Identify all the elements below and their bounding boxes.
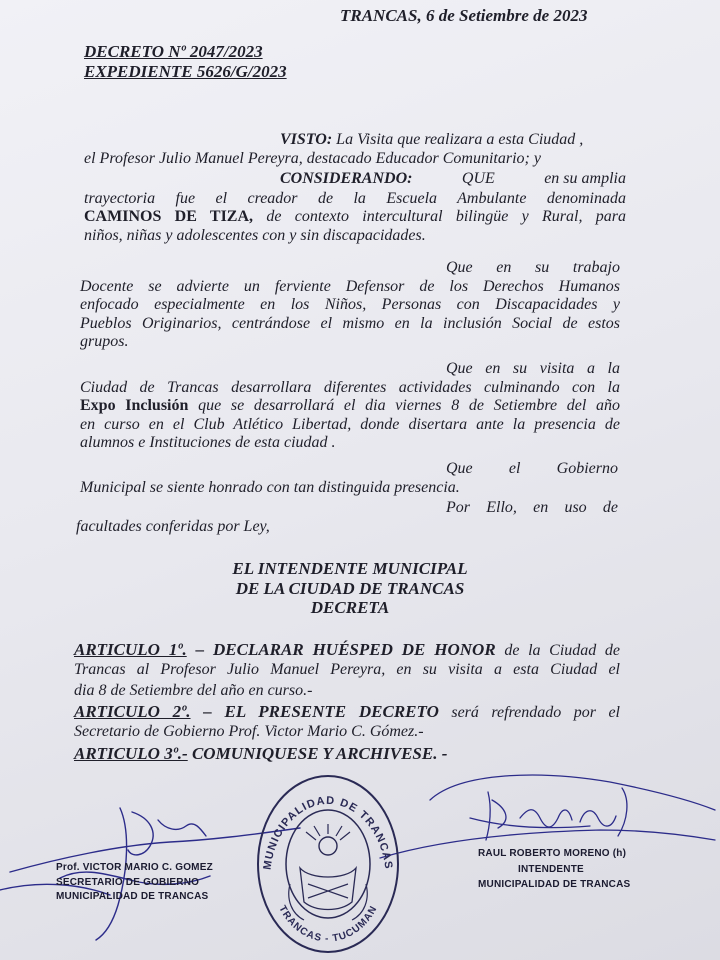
right-signatory-title: INTENDENTE: [518, 864, 584, 875]
article-1-text-3: dia 8 de Setiembre del año en curso.-: [74, 682, 313, 699]
expo-inclusion: Expo Inclusión: [80, 397, 189, 415]
article-1-text-2: Trancas al Profesor Julio Manuel Pereyra, en su visita a esta Ciudad el: [74, 661, 620, 678]
para4-lead: Que el Gobierno: [446, 460, 618, 477]
seal-top-text: MUNICIPALIDAD DE TRANCAS: [261, 794, 395, 871]
caminos-de-tiza: CAMINOS DE TIZA,: [84, 208, 254, 226]
para2-lead: Que en su trabajo: [446, 259, 620, 276]
para3-text-4: alumnos e Instituciones de esta ciudad .: [80, 434, 336, 452]
para3-text-1: Ciudad de Trancas desarrollara diferentes actividades culminando con la: [80, 379, 620, 396]
seal-bottom-text: TRANCAS - TUCUMAN: [276, 903, 380, 945]
considerando-que: QUE: [461, 170, 495, 187]
article-1-text-1: de la Ciudad de: [504, 642, 621, 659]
article-1-label: ARTICULO 1º.: [74, 640, 187, 659]
para3-lead: Que en su visita a la: [446, 360, 620, 377]
considerando-label: CONSIDERANDO:: [280, 170, 413, 187]
para2-text-2: enfocado especialmente en los Niños, Personas con Discapacidades y: [80, 296, 620, 314]
considerando-text-3: de contexto intercultural bilingüe y Rural, para: [266, 208, 627, 226]
article-2-text-1: será refrendado por el: [451, 704, 621, 721]
visto-text-1: La Visita que realizara a esta Ciudad ,: [336, 131, 584, 148]
para3-text-2: que se desarrollará el dia viernes 8 de Setiembre del año: [198, 397, 620, 415]
left-signatory-org: MUNICIPALIDAD DE TRANCAS: [56, 891, 209, 902]
right-signatory-name: RAUL ROBERTO MORENO (h): [478, 848, 627, 859]
considerando-text-2: trayectoria fue el creador de la Escuela Ambulante denominada: [84, 190, 626, 207]
para5-text-1: facultades conferidas por Ley,: [76, 518, 270, 535]
place-date: TRANCAS, 6 de Setiembre de 2023: [340, 6, 588, 25]
article-2-label: ARTICULO 2º.: [74, 702, 191, 721]
considerando-text-4: niños, niñas y adolescentes con y sin discapacidades.: [84, 226, 426, 244]
resolution-line-2: DE LA CIUDAD DE TRANCAS: [235, 579, 465, 598]
article-3-label: ARTICULO 3º.-: [74, 744, 188, 763]
right-signatory-org: MUNICIPALIDAD DE TRANCAS: [478, 879, 631, 890]
article-1-bold: – DECLARAR HUÉSPED DE HONOR: [186, 640, 496, 659]
article-2-text-2: Secretario de Gobierno Prof. Victor Mario C. Gómez.-: [74, 723, 424, 740]
para2-text-1: Docente se advierte un ferviente Defensor de los Derechos Humanos: [80, 278, 620, 295]
decree-number: DECRETO Nº 2047/2023: [84, 42, 263, 61]
visto-line-2: el Profesor Julio Manuel Pereyra, destacado Educador Comunitario; y: [84, 150, 541, 167]
article-2-bold: – EL PRESENTE DECRETO: [190, 702, 439, 721]
right-signature-stroke: [380, 775, 715, 858]
article-3-bold: COMUNIQUESE Y ARCHIVESE. -: [187, 744, 448, 763]
considerando-text-1: en su amplia: [544, 170, 626, 187]
left-signature-stroke: [0, 808, 300, 940]
left-signatory-name: Prof. VICTOR MARIO C. GOMEZ: [56, 862, 213, 873]
para2-text-3: Pueblos Originarios, centrándose el mismo en la inclusión Social de estos: [80, 314, 620, 332]
file-number: EXPEDIENTE 5626/G/2023: [84, 62, 287, 81]
resolution-decreta: DECRETA: [310, 598, 390, 617]
resolution-line-1: EL INTENDENTE MUNICIPAL: [232, 559, 468, 578]
para3-text-3: en curso en el Club Atlético Libertad, donde disertara ante la presencia de: [80, 415, 620, 433]
para4-text-1: Municipal se siente honrado con tan distinguida presencia.: [80, 479, 460, 496]
para5-lead: Por Ello, en uso de: [446, 499, 618, 516]
left-signatory-title: SECRETARIO DE GOBIERNO: [56, 877, 200, 888]
visto-label: VISTO:: [280, 131, 333, 148]
para2-text-4: grupos.: [80, 333, 129, 351]
